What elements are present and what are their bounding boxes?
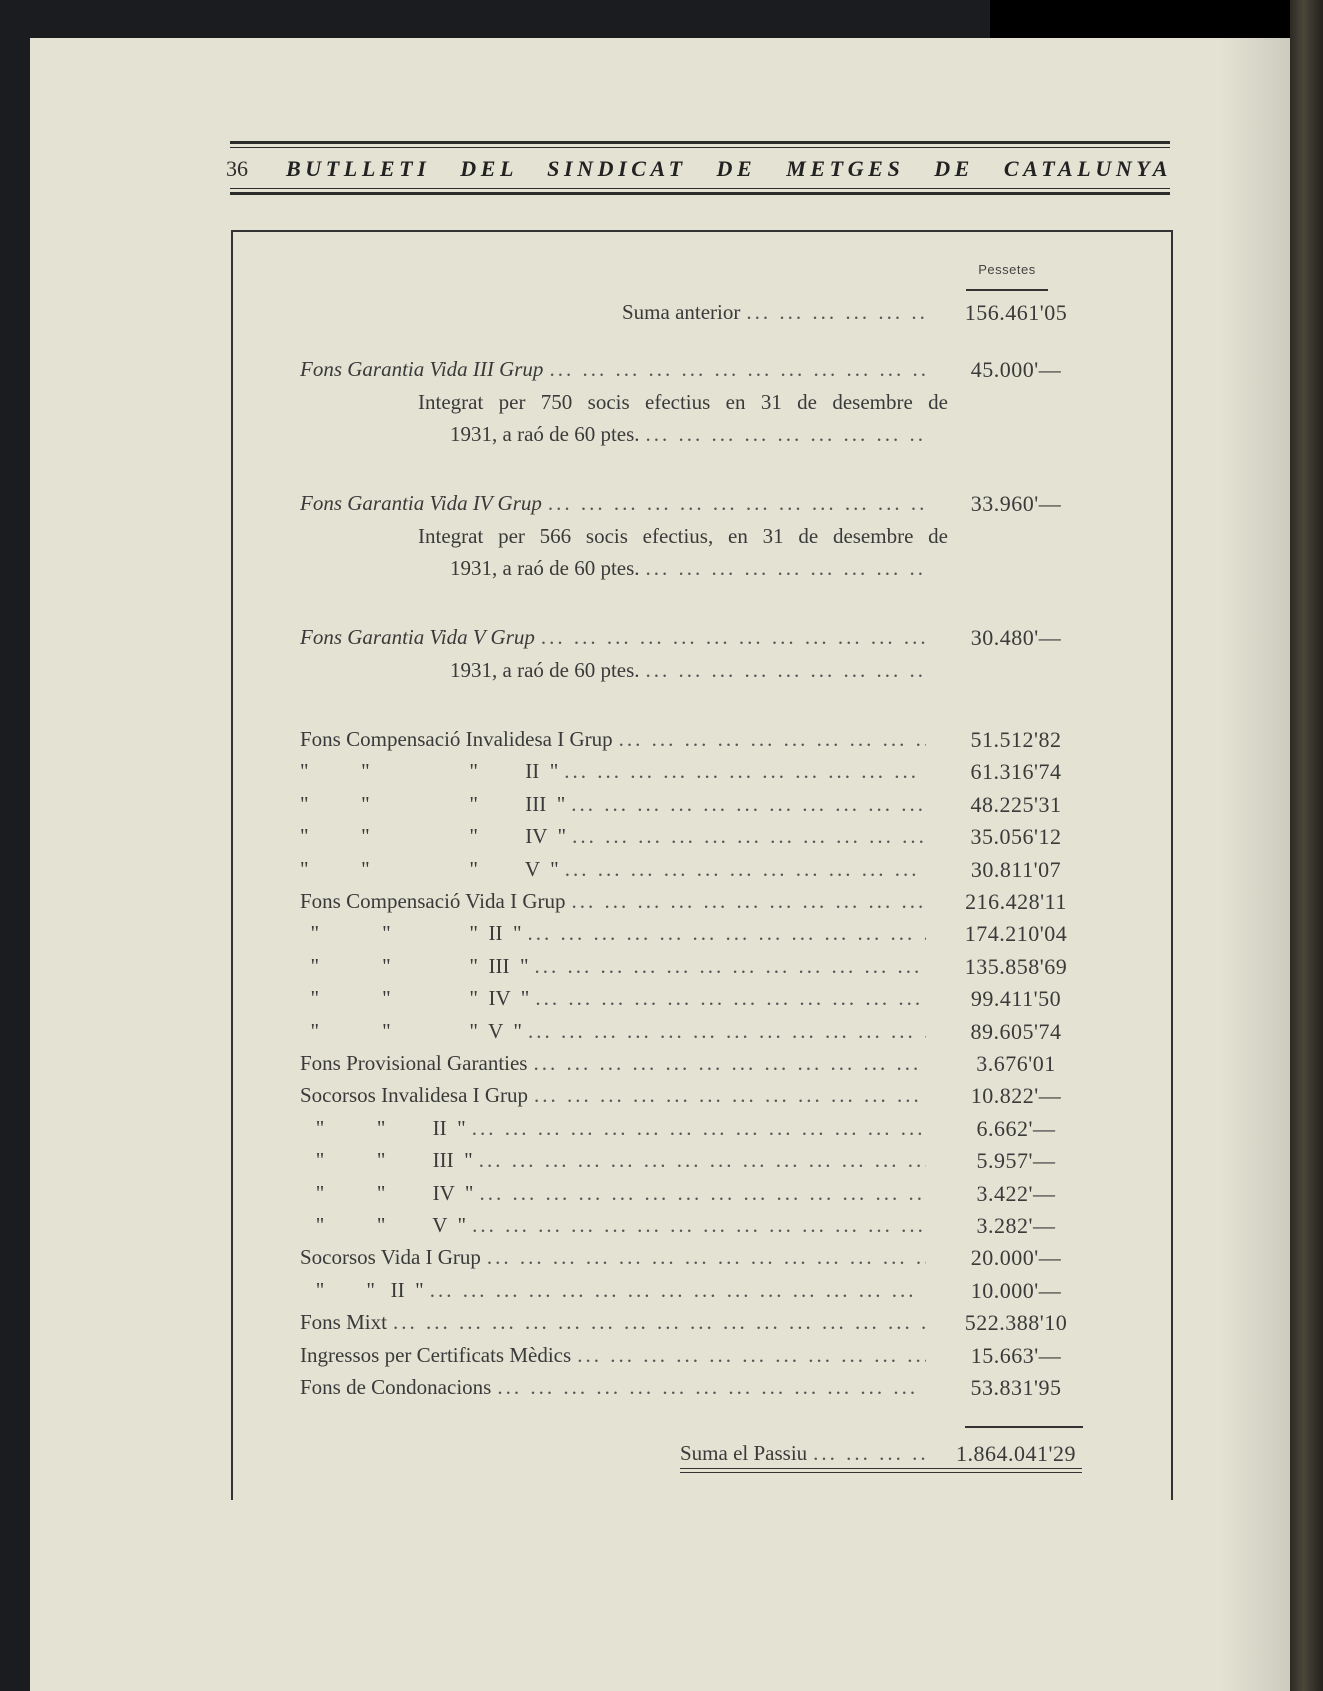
leader-dots [646, 422, 926, 447]
guarantee-fund-description-line [450, 556, 940, 586]
fund-item-amount: 61.316'74 [970, 759, 1062, 784]
guarantee-fund-description-line [450, 658, 940, 688]
fund-item-row [300, 1245, 940, 1275]
fund-item-label: Fons Compensació Invalidesa I Grup [300, 727, 613, 751]
fund-item-amount: 89.605'74 [970, 1019, 1062, 1044]
sum-rule [965, 1426, 1083, 1428]
leader-dots [564, 759, 926, 784]
guarantee-fund-description: Integrat per 566 socis efectius, en 31 de desembre de [418, 524, 948, 548]
page-number: 36 [226, 156, 248, 181]
currency-header-rule [966, 289, 1048, 291]
total-underline [680, 1468, 1082, 1469]
carried-forward-row [622, 300, 940, 330]
leader-dots [548, 491, 926, 516]
guarantee-fund-label: Fons Garantia Vida V Grup [300, 625, 535, 649]
fund-item-row [300, 889, 940, 919]
guarantee-fund-row [300, 491, 940, 521]
leader-dots [746, 300, 926, 325]
fund-item-row [300, 921, 940, 951]
fund-item-label: " " " III " [300, 954, 529, 978]
header-rule-top [230, 141, 1170, 144]
fund-item-row [300, 824, 940, 854]
leader-dots [528, 1019, 926, 1044]
header-rule-bottom [230, 192, 1170, 195]
leader-dots [646, 658, 926, 683]
guarantee-fund-description-text: 1931, a raó de 60 ptes. [450, 556, 640, 580]
guarantee-fund-description: Integrat per 750 socis efectius en 31 de desembre de [418, 390, 948, 414]
fund-item-row [300, 1310, 940, 1340]
fund-item-amount: 30.811'07 [970, 857, 1062, 882]
leader-dots [535, 954, 926, 979]
leader-dots [541, 625, 926, 650]
guarantee-fund-row [300, 357, 940, 387]
leader-dots [619, 727, 926, 752]
leader-dots [577, 1343, 926, 1368]
leader-dots [813, 1441, 926, 1466]
fund-item-label: Fons de Condonacions [300, 1375, 492, 1399]
leader-dots [479, 1148, 926, 1173]
fund-item-label: Fons Mixt [300, 1310, 387, 1334]
fund-item-label: " " IV " [300, 1181, 474, 1205]
fund-item-label: " " " V " [300, 857, 559, 881]
fund-item-row [300, 1051, 940, 1081]
fund-item-row [300, 857, 940, 887]
fund-item-row [300, 1375, 940, 1405]
carried-forward-amount: 156.461'05 [964, 300, 1068, 325]
page-edge-shading [1220, 38, 1290, 1691]
fund-item-amount: 174.210'04 [964, 921, 1068, 946]
fund-item-label: Fons Compensació Vida I Grup [300, 889, 566, 913]
scan-edge [1290, 0, 1323, 1691]
leader-dots [472, 1213, 926, 1238]
guarantee-fund-amount: 45.000'— [970, 357, 1062, 382]
fund-item-amount: 10.822'— [970, 1083, 1062, 1108]
fund-item-row [300, 1181, 940, 1211]
fund-item-amount: 20.000'— [970, 1245, 1062, 1270]
fund-item-label: " " " II " [300, 759, 559, 783]
header-rule-bottom-thin [230, 188, 1170, 189]
leader-dots [535, 986, 926, 1011]
fund-item-amount: 15.663'— [970, 1343, 1062, 1368]
fund-item-label: " " " V " [300, 1019, 522, 1043]
guarantee-fund-amount: 33.960'— [970, 491, 1062, 516]
fund-item-label: " " II " [300, 1278, 424, 1302]
fund-item-row [300, 954, 940, 984]
guarantee-fund-description-text: 1931, a raó de 60 ptes. [450, 658, 640, 682]
fund-item-label: " " " IV " [300, 986, 530, 1010]
leader-dots [528, 921, 926, 946]
fund-item-label: " " II " [300, 1116, 466, 1140]
fund-item-amount: 35.056'12 [970, 824, 1062, 849]
guarantee-fund-description-text: 1931, a raó de 60 ptes. [450, 422, 640, 446]
journal-title: BUTLLETI DEL SINDICAT DE METGES DE CATALUNYA [286, 156, 1172, 181]
leader-dots [549, 357, 926, 382]
fund-item-label: " " III " [300, 1148, 473, 1172]
fund-item-amount: 3.422'— [976, 1181, 1056, 1206]
total-label: Suma el Passiu [680, 1441, 808, 1465]
fund-item-amount: 3.282'— [976, 1213, 1056, 1238]
fund-item-row [300, 1083, 940, 1113]
fund-item-label: Socorsos Invalidesa I Grup [300, 1083, 529, 1107]
fund-item-row [300, 1213, 940, 1243]
fund-item-label: Fons Provisional Garanties [300, 1051, 528, 1075]
fund-item-row [300, 1343, 940, 1373]
fund-item-row [300, 727, 940, 757]
total-underline-double [680, 1472, 1082, 1473]
fund-item-amount: 5.957'— [976, 1148, 1056, 1173]
fund-item-amount: 135.858'69 [964, 954, 1068, 979]
leader-dots [646, 556, 926, 581]
guarantee-fund-amount: 30.480'— [970, 625, 1062, 650]
fund-item-row [300, 1278, 940, 1308]
currency-column-header: Pessetes [978, 262, 1036, 277]
fund-item-label: Ingressos per Certificats Mèdics [300, 1343, 572, 1367]
fund-item-row [300, 1116, 940, 1146]
carried-forward-label: Suma anterior [622, 300, 741, 324]
leader-dots [393, 1310, 926, 1335]
fund-item-row [300, 1148, 940, 1178]
fund-item-label: " " " III " [300, 792, 566, 816]
fund-item-amount: 53.831'95 [970, 1375, 1062, 1400]
header-rule-top-thin [230, 147, 1170, 148]
fund-item-label: Socorsos Vida I Grup [300, 1245, 481, 1269]
fund-item-row [300, 986, 940, 1016]
fund-item-label: " " V " [300, 1213, 467, 1237]
guarantee-fund-row [300, 625, 940, 655]
leader-dots [571, 792, 926, 817]
fund-item-amount: 48.225'31 [970, 792, 1062, 817]
leader-dots [572, 889, 927, 914]
leader-dots [497, 1375, 926, 1400]
leader-dots [480, 1181, 927, 1206]
fund-item-amount: 216.428'11 [965, 889, 1067, 914]
fund-item-row [300, 1019, 940, 1049]
fund-item-row [300, 792, 940, 822]
guarantee-fund-label: Fons Garantia Vida III Grup [300, 357, 544, 381]
leader-dots [534, 1083, 926, 1108]
leader-dots [572, 824, 926, 849]
fund-item-amount: 3.676'01 [976, 1051, 1056, 1076]
fund-item-label: " " " IV " [300, 824, 567, 848]
total-row [680, 1441, 940, 1471]
total-amount: 1.864.041'29 [956, 1441, 1076, 1466]
leader-dots [472, 1116, 926, 1141]
leader-dots [565, 857, 926, 882]
fund-item-amount: 522.388'10 [964, 1310, 1068, 1335]
leader-dots [533, 1051, 926, 1076]
guarantee-fund-label: Fons Garantia Vida IV Grup [300, 491, 542, 515]
leader-dots [487, 1245, 926, 1270]
leader-dots [430, 1278, 926, 1303]
guarantee-fund-description-line [450, 422, 940, 452]
scan-shadow [990, 0, 1290, 38]
running-header [226, 152, 1172, 186]
fund-item-amount: 99.411'50 [970, 986, 1062, 1011]
fund-item-row [300, 759, 940, 789]
fund-item-amount: 51.512'82 [970, 727, 1062, 752]
fund-item-amount: 10.000'— [970, 1278, 1062, 1303]
fund-item-amount: 6.662'— [976, 1116, 1056, 1141]
fund-item-label: " " " II " [300, 921, 522, 945]
